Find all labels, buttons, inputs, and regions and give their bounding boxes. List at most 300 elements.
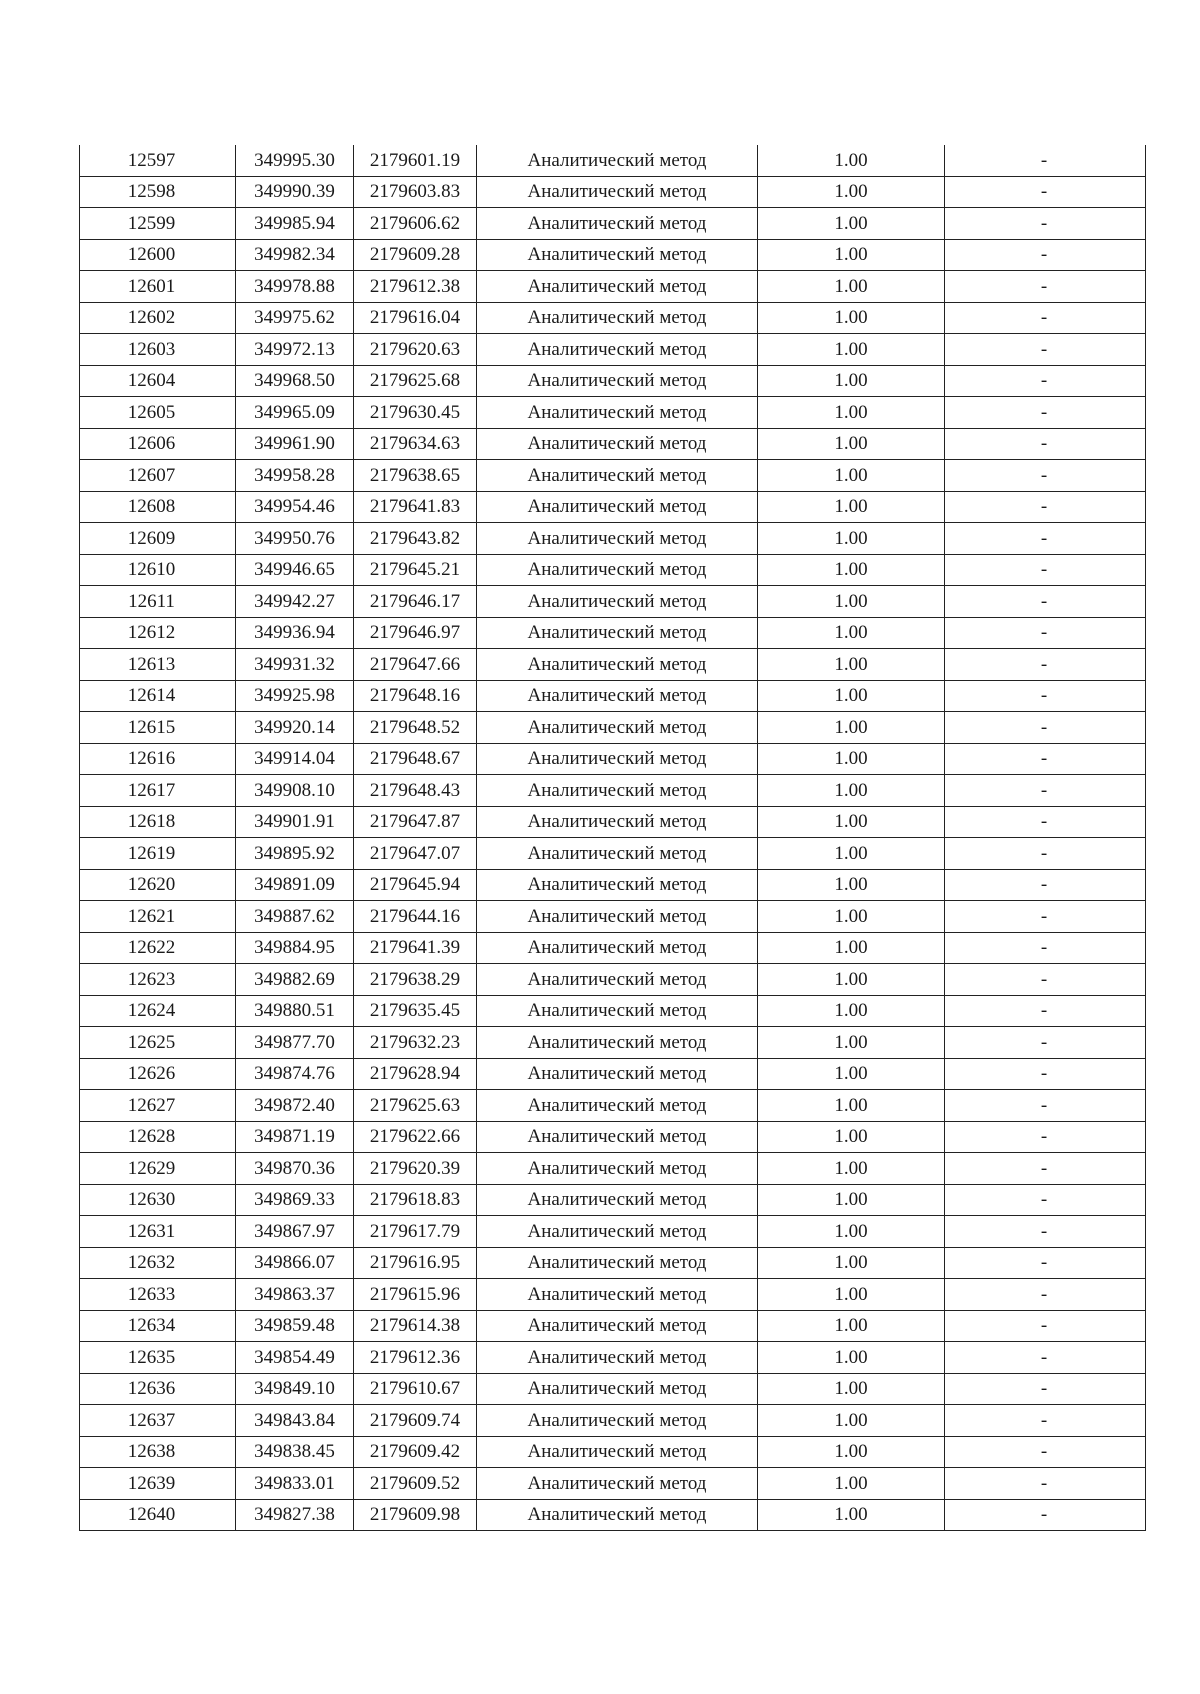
table-row xyxy=(80,208,1146,240)
point-number-cell: 12633 xyxy=(80,1279,236,1311)
method-cell: Аналитический метод xyxy=(477,334,758,366)
y-coordinate-cell: 2179609.98 xyxy=(354,1499,477,1531)
x-coordinate-cell: 349895.92 xyxy=(236,838,354,870)
point-number-cell: 12636 xyxy=(80,1373,236,1405)
method-cell: Аналитический метод xyxy=(477,680,758,712)
x-coordinate-cell: 349877.70 xyxy=(236,1027,354,1059)
note-cell: - xyxy=(945,964,1146,996)
point-number-cell: 12618 xyxy=(80,806,236,838)
x-coordinate-cell: 349990.39 xyxy=(236,176,354,208)
table-row xyxy=(80,491,1146,523)
note-cell: - xyxy=(945,869,1146,901)
method-cell: Аналитический метод xyxy=(477,1216,758,1248)
table-row xyxy=(80,428,1146,460)
y-coordinate-cell: 2179643.82 xyxy=(354,523,477,555)
accuracy-cell: 1.00 xyxy=(758,743,945,775)
method-cell: Аналитический метод xyxy=(477,208,758,240)
accuracy-cell: 1.00 xyxy=(758,1310,945,1342)
point-number-cell: 12630 xyxy=(80,1184,236,1216)
point-number-cell: 12606 xyxy=(80,428,236,460)
accuracy-cell: 1.00 xyxy=(758,523,945,555)
note-cell: - xyxy=(945,617,1146,649)
accuracy-cell: 1.00 xyxy=(758,1436,945,1468)
point-number-cell: 12608 xyxy=(80,491,236,523)
point-number-cell: 12626 xyxy=(80,1058,236,1090)
y-coordinate-cell: 2179648.52 xyxy=(354,712,477,744)
accuracy-cell: 1.00 xyxy=(758,617,945,649)
note-cell: - xyxy=(945,1153,1146,1185)
point-number-cell: 12612 xyxy=(80,617,236,649)
point-number-cell: 12622 xyxy=(80,932,236,964)
method-cell: Аналитический метод xyxy=(477,523,758,555)
x-coordinate-cell: 349872.40 xyxy=(236,1090,354,1122)
method-cell: Аналитический метод xyxy=(477,649,758,681)
table-row xyxy=(80,1468,1146,1500)
table-row xyxy=(80,680,1146,712)
note-cell: - xyxy=(945,302,1146,334)
note-cell: - xyxy=(945,1247,1146,1279)
accuracy-cell: 1.00 xyxy=(758,1499,945,1531)
accuracy-cell: 1.00 xyxy=(758,1405,945,1437)
point-number-cell: 12635 xyxy=(80,1342,236,1374)
table-row xyxy=(80,1027,1146,1059)
accuracy-cell: 1.00 xyxy=(758,302,945,334)
method-cell: Аналитический метод xyxy=(477,1499,758,1531)
table-row xyxy=(80,1121,1146,1153)
point-number-cell: 12638 xyxy=(80,1436,236,1468)
note-cell: - xyxy=(945,932,1146,964)
table-row xyxy=(80,1436,1146,1468)
table-row xyxy=(80,397,1146,429)
accuracy-cell: 1.00 xyxy=(758,176,945,208)
y-coordinate-cell: 2179622.66 xyxy=(354,1121,477,1153)
x-coordinate-cell: 349982.34 xyxy=(236,239,354,271)
note-cell: - xyxy=(945,1216,1146,1248)
method-cell: Аналитический метод xyxy=(477,176,758,208)
accuracy-cell: 1.00 xyxy=(758,649,945,681)
accuracy-cell: 1.00 xyxy=(758,145,945,176)
x-coordinate-cell: 349891.09 xyxy=(236,869,354,901)
table-row xyxy=(80,271,1146,303)
note-cell: - xyxy=(945,1405,1146,1437)
y-coordinate-cell: 2179614.38 xyxy=(354,1310,477,1342)
x-coordinate-cell: 349887.62 xyxy=(236,901,354,933)
method-cell: Аналитический метод xyxy=(477,869,758,901)
point-number-cell: 12603 xyxy=(80,334,236,366)
point-number-cell: 12605 xyxy=(80,397,236,429)
note-cell: - xyxy=(945,743,1146,775)
method-cell: Аналитический метод xyxy=(477,901,758,933)
table-row xyxy=(80,1405,1146,1437)
point-number-cell: 12627 xyxy=(80,1090,236,1122)
table-row xyxy=(80,365,1146,397)
accuracy-cell: 1.00 xyxy=(758,995,945,1027)
method-cell: Аналитический метод xyxy=(477,1373,758,1405)
table-row xyxy=(80,523,1146,555)
table-row xyxy=(80,1279,1146,1311)
y-coordinate-cell: 2179609.28 xyxy=(354,239,477,271)
method-cell: Аналитический метод xyxy=(477,1027,758,1059)
point-number-cell: 12610 xyxy=(80,554,236,586)
table-row xyxy=(80,964,1146,996)
x-coordinate-cell: 349884.95 xyxy=(236,932,354,964)
point-number-cell: 12601 xyxy=(80,271,236,303)
method-cell: Аналитический метод xyxy=(477,995,758,1027)
accuracy-cell: 1.00 xyxy=(758,1184,945,1216)
accuracy-cell: 1.00 xyxy=(758,365,945,397)
x-coordinate-cell: 349965.09 xyxy=(236,397,354,429)
note-cell: - xyxy=(945,397,1146,429)
method-cell: Аналитический метод xyxy=(477,1279,758,1311)
accuracy-cell: 1.00 xyxy=(758,680,945,712)
accuracy-cell: 1.00 xyxy=(758,1027,945,1059)
note-cell: - xyxy=(945,491,1146,523)
y-coordinate-cell: 2179632.23 xyxy=(354,1027,477,1059)
note-cell: - xyxy=(945,1090,1146,1122)
note-cell: - xyxy=(945,995,1146,1027)
method-cell: Аналитический метод xyxy=(477,743,758,775)
accuracy-cell: 1.00 xyxy=(758,1247,945,1279)
note-cell: - xyxy=(945,1184,1146,1216)
table-row xyxy=(80,1153,1146,1185)
accuracy-cell: 1.00 xyxy=(758,964,945,996)
point-number-cell: 12615 xyxy=(80,712,236,744)
y-coordinate-cell: 2179646.97 xyxy=(354,617,477,649)
note-cell: - xyxy=(945,1027,1146,1059)
x-coordinate-cell: 349936.94 xyxy=(236,617,354,649)
accuracy-cell: 1.00 xyxy=(758,460,945,492)
x-coordinate-cell: 349968.50 xyxy=(236,365,354,397)
accuracy-cell: 1.00 xyxy=(758,208,945,240)
note-cell: - xyxy=(945,365,1146,397)
x-coordinate-cell: 349849.10 xyxy=(236,1373,354,1405)
table-row xyxy=(80,145,1146,176)
x-coordinate-cell: 349843.84 xyxy=(236,1405,354,1437)
y-coordinate-cell: 2179615.96 xyxy=(354,1279,477,1311)
accuracy-cell: 1.00 xyxy=(758,712,945,744)
y-coordinate-cell: 2179601.19 xyxy=(354,145,477,176)
x-coordinate-cell: 349863.37 xyxy=(236,1279,354,1311)
table-row xyxy=(80,869,1146,901)
x-coordinate-cell: 349867.97 xyxy=(236,1216,354,1248)
table-row xyxy=(80,1247,1146,1279)
table-row xyxy=(80,1499,1146,1531)
y-coordinate-cell: 2179610.67 xyxy=(354,1373,477,1405)
table-row xyxy=(80,1342,1146,1374)
note-cell: - xyxy=(945,145,1146,176)
x-coordinate-cell: 349869.33 xyxy=(236,1184,354,1216)
accuracy-cell: 1.00 xyxy=(758,1373,945,1405)
y-coordinate-cell: 2179612.38 xyxy=(354,271,477,303)
x-coordinate-cell: 349954.46 xyxy=(236,491,354,523)
point-number-cell: 12604 xyxy=(80,365,236,397)
accuracy-cell: 1.00 xyxy=(758,1090,945,1122)
point-number-cell: 12609 xyxy=(80,523,236,555)
method-cell: Аналитический метод xyxy=(477,1090,758,1122)
point-number-cell: 12600 xyxy=(80,239,236,271)
point-number-cell: 12629 xyxy=(80,1153,236,1185)
method-cell: Аналитический метод xyxy=(477,271,758,303)
y-coordinate-cell: 2179603.83 xyxy=(354,176,477,208)
y-coordinate-cell: 2179648.16 xyxy=(354,680,477,712)
table-row xyxy=(80,932,1146,964)
y-coordinate-cell: 2179620.39 xyxy=(354,1153,477,1185)
y-coordinate-cell: 2179616.95 xyxy=(354,1247,477,1279)
table-row xyxy=(80,460,1146,492)
accuracy-cell: 1.00 xyxy=(758,1153,945,1185)
accuracy-cell: 1.00 xyxy=(758,397,945,429)
point-number-cell: 12617 xyxy=(80,775,236,807)
y-coordinate-cell: 2179609.42 xyxy=(354,1436,477,1468)
accuracy-cell: 1.00 xyxy=(758,554,945,586)
method-cell: Аналитический метод xyxy=(477,491,758,523)
point-number-cell: 12616 xyxy=(80,743,236,775)
note-cell: - xyxy=(945,334,1146,366)
method-cell: Аналитический метод xyxy=(477,964,758,996)
x-coordinate-cell: 349931.32 xyxy=(236,649,354,681)
point-number-cell: 12628 xyxy=(80,1121,236,1153)
x-coordinate-cell: 349874.76 xyxy=(236,1058,354,1090)
accuracy-cell: 1.00 xyxy=(758,491,945,523)
y-coordinate-cell: 2179647.66 xyxy=(354,649,477,681)
x-coordinate-cell: 349833.01 xyxy=(236,1468,354,1500)
method-cell: Аналитический метод xyxy=(477,1184,758,1216)
method-cell: Аналитический метод xyxy=(477,460,758,492)
table-row xyxy=(80,1373,1146,1405)
accuracy-cell: 1.00 xyxy=(758,1216,945,1248)
note-cell: - xyxy=(945,901,1146,933)
note-cell: - xyxy=(945,680,1146,712)
y-coordinate-cell: 2179628.94 xyxy=(354,1058,477,1090)
y-coordinate-cell: 2179641.83 xyxy=(354,491,477,523)
note-cell: - xyxy=(945,428,1146,460)
method-cell: Аналитический метод xyxy=(477,1153,758,1185)
table-row xyxy=(80,901,1146,933)
method-cell: Аналитический метод xyxy=(477,1247,758,1279)
coordinates-table xyxy=(79,145,1146,1531)
x-coordinate-cell: 349914.04 xyxy=(236,743,354,775)
y-coordinate-cell: 2179647.87 xyxy=(354,806,477,838)
note-cell: - xyxy=(945,1436,1146,1468)
method-cell: Аналитический метод xyxy=(477,239,758,271)
y-coordinate-cell: 2179612.36 xyxy=(354,1342,477,1374)
method-cell: Аналитический метод xyxy=(477,428,758,460)
method-cell: Аналитический метод xyxy=(477,1468,758,1500)
table-row xyxy=(80,743,1146,775)
accuracy-cell: 1.00 xyxy=(758,586,945,618)
x-coordinate-cell: 349882.69 xyxy=(236,964,354,996)
x-coordinate-cell: 349985.94 xyxy=(236,208,354,240)
method-cell: Аналитический метод xyxy=(477,145,758,176)
note-cell: - xyxy=(945,586,1146,618)
note-cell: - xyxy=(945,1468,1146,1500)
y-coordinate-cell: 2179648.43 xyxy=(354,775,477,807)
method-cell: Аналитический метод xyxy=(477,617,758,649)
note-cell: - xyxy=(945,1373,1146,1405)
table-row xyxy=(80,1216,1146,1248)
point-number-cell: 12637 xyxy=(80,1405,236,1437)
method-cell: Аналитический метод xyxy=(477,1342,758,1374)
y-coordinate-cell: 2179646.17 xyxy=(354,586,477,618)
x-coordinate-cell: 349854.49 xyxy=(236,1342,354,1374)
x-coordinate-cell: 349859.48 xyxy=(236,1310,354,1342)
note-cell: - xyxy=(945,838,1146,870)
table-row xyxy=(80,775,1146,807)
y-coordinate-cell: 2179648.67 xyxy=(354,743,477,775)
point-number-cell: 12619 xyxy=(80,838,236,870)
method-cell: Аналитический метод xyxy=(477,932,758,964)
x-coordinate-cell: 349871.19 xyxy=(236,1121,354,1153)
y-coordinate-cell: 2179625.63 xyxy=(354,1090,477,1122)
point-number-cell: 12611 xyxy=(80,586,236,618)
table-row xyxy=(80,554,1146,586)
note-cell: - xyxy=(945,271,1146,303)
point-number-cell: 12599 xyxy=(80,208,236,240)
method-cell: Аналитический метод xyxy=(477,586,758,618)
accuracy-cell: 1.00 xyxy=(758,271,945,303)
y-coordinate-cell: 2179618.83 xyxy=(354,1184,477,1216)
accuracy-cell: 1.00 xyxy=(758,1342,945,1374)
table-row xyxy=(80,1058,1146,1090)
point-number-cell: 12597 xyxy=(80,145,236,176)
method-cell: Аналитический метод xyxy=(477,554,758,586)
method-cell: Аналитический метод xyxy=(477,302,758,334)
table-row xyxy=(80,586,1146,618)
accuracy-cell: 1.00 xyxy=(758,901,945,933)
note-cell: - xyxy=(945,775,1146,807)
table-row xyxy=(80,649,1146,681)
note-cell: - xyxy=(945,176,1146,208)
point-number-cell: 12614 xyxy=(80,680,236,712)
table-row xyxy=(80,176,1146,208)
coordinates-table-body xyxy=(80,145,1146,1531)
accuracy-cell: 1.00 xyxy=(758,428,945,460)
y-coordinate-cell: 2179638.29 xyxy=(354,964,477,996)
note-cell: - xyxy=(945,554,1146,586)
y-coordinate-cell: 2179641.39 xyxy=(354,932,477,964)
method-cell: Аналитический метод xyxy=(477,1121,758,1153)
point-number-cell: 12632 xyxy=(80,1247,236,1279)
x-coordinate-cell: 349838.45 xyxy=(236,1436,354,1468)
point-number-cell: 12598 xyxy=(80,176,236,208)
note-cell: - xyxy=(945,806,1146,838)
accuracy-cell: 1.00 xyxy=(758,239,945,271)
method-cell: Аналитический метод xyxy=(477,1436,758,1468)
table-row xyxy=(80,712,1146,744)
note-cell: - xyxy=(945,1499,1146,1531)
y-coordinate-cell: 2179620.63 xyxy=(354,334,477,366)
table-row xyxy=(80,1090,1146,1122)
method-cell: Аналитический метод xyxy=(477,1405,758,1437)
x-coordinate-cell: 349972.13 xyxy=(236,334,354,366)
x-coordinate-cell: 349942.27 xyxy=(236,586,354,618)
point-number-cell: 12602 xyxy=(80,302,236,334)
accuracy-cell: 1.00 xyxy=(758,775,945,807)
accuracy-cell: 1.00 xyxy=(758,838,945,870)
x-coordinate-cell: 349950.76 xyxy=(236,523,354,555)
accuracy-cell: 1.00 xyxy=(758,869,945,901)
method-cell: Аналитический метод xyxy=(477,775,758,807)
accuracy-cell: 1.00 xyxy=(758,1279,945,1311)
x-coordinate-cell: 349920.14 xyxy=(236,712,354,744)
note-cell: - xyxy=(945,712,1146,744)
method-cell: Аналитический метод xyxy=(477,806,758,838)
x-coordinate-cell: 349946.65 xyxy=(236,554,354,586)
table-row xyxy=(80,995,1146,1027)
method-cell: Аналитический метод xyxy=(477,1058,758,1090)
accuracy-cell: 1.00 xyxy=(758,806,945,838)
method-cell: Аналитический метод xyxy=(477,397,758,429)
accuracy-cell: 1.00 xyxy=(758,1468,945,1500)
y-coordinate-cell: 2179630.45 xyxy=(354,397,477,429)
x-coordinate-cell: 349995.30 xyxy=(236,145,354,176)
y-coordinate-cell: 2179647.07 xyxy=(354,838,477,870)
note-cell: - xyxy=(945,1310,1146,1342)
note-cell: - xyxy=(945,239,1146,271)
y-coordinate-cell: 2179609.74 xyxy=(354,1405,477,1437)
note-cell: - xyxy=(945,208,1146,240)
point-number-cell: 12625 xyxy=(80,1027,236,1059)
x-coordinate-cell: 349958.28 xyxy=(236,460,354,492)
point-number-cell: 12621 xyxy=(80,901,236,933)
y-coordinate-cell: 2179645.21 xyxy=(354,554,477,586)
table-row xyxy=(80,838,1146,870)
table-row xyxy=(80,334,1146,366)
x-coordinate-cell: 349880.51 xyxy=(236,995,354,1027)
accuracy-cell: 1.00 xyxy=(758,1121,945,1153)
note-cell: - xyxy=(945,1342,1146,1374)
note-cell: - xyxy=(945,1279,1146,1311)
point-number-cell: 12607 xyxy=(80,460,236,492)
method-cell: Аналитический метод xyxy=(477,712,758,744)
point-number-cell: 12631 xyxy=(80,1216,236,1248)
x-coordinate-cell: 349925.98 xyxy=(236,680,354,712)
y-coordinate-cell: 2179616.04 xyxy=(354,302,477,334)
x-coordinate-cell: 349908.10 xyxy=(236,775,354,807)
y-coordinate-cell: 2179644.16 xyxy=(354,901,477,933)
accuracy-cell: 1.00 xyxy=(758,334,945,366)
x-coordinate-cell: 349866.07 xyxy=(236,1247,354,1279)
accuracy-cell: 1.00 xyxy=(758,1058,945,1090)
method-cell: Аналитический метод xyxy=(477,838,758,870)
note-cell: - xyxy=(945,1058,1146,1090)
point-number-cell: 12613 xyxy=(80,649,236,681)
y-coordinate-cell: 2179609.52 xyxy=(354,1468,477,1500)
note-cell: - xyxy=(945,649,1146,681)
x-coordinate-cell: 349961.90 xyxy=(236,428,354,460)
y-coordinate-cell: 2179638.65 xyxy=(354,460,477,492)
y-coordinate-cell: 2179617.79 xyxy=(354,1216,477,1248)
y-coordinate-cell: 2179634.63 xyxy=(354,428,477,460)
x-coordinate-cell: 349978.88 xyxy=(236,271,354,303)
point-number-cell: 12620 xyxy=(80,869,236,901)
point-number-cell: 12634 xyxy=(80,1310,236,1342)
table-row xyxy=(80,302,1146,334)
note-cell: - xyxy=(945,523,1146,555)
y-coordinate-cell: 2179625.68 xyxy=(354,365,477,397)
y-coordinate-cell: 2179645.94 xyxy=(354,869,477,901)
x-coordinate-cell: 349975.62 xyxy=(236,302,354,334)
point-number-cell: 12640 xyxy=(80,1499,236,1531)
method-cell: Аналитический метод xyxy=(477,1310,758,1342)
note-cell: - xyxy=(945,460,1146,492)
table-row xyxy=(80,806,1146,838)
y-coordinate-cell: 2179635.45 xyxy=(354,995,477,1027)
point-number-cell: 12624 xyxy=(80,995,236,1027)
method-cell: Аналитический метод xyxy=(477,365,758,397)
table-row xyxy=(80,239,1146,271)
point-number-cell: 12639 xyxy=(80,1468,236,1500)
